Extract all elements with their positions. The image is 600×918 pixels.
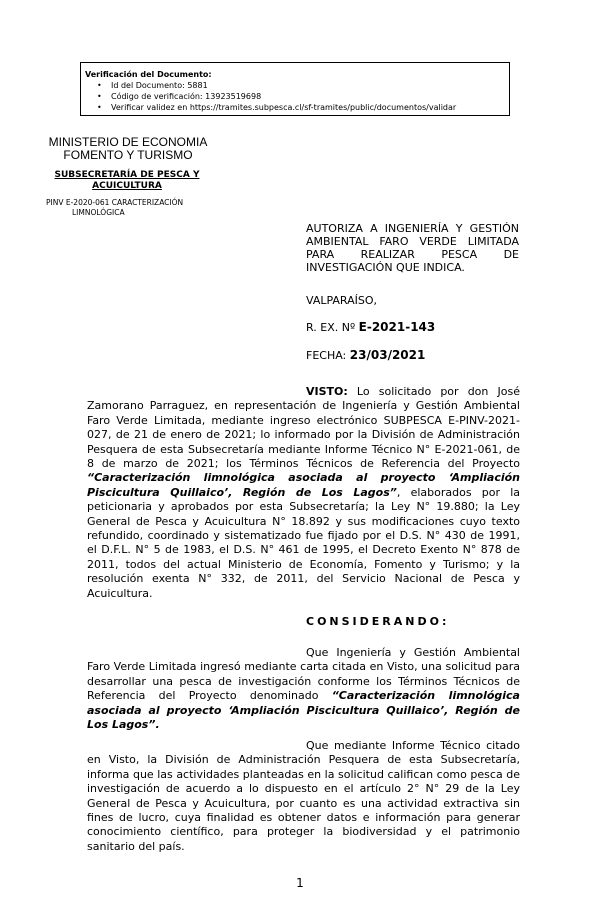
verification-list: [85, 80, 505, 113]
visto-text-b: , elaborados por la peticionaria y aprobados por esta Subsecretaría; la Ley N° 19.880; la Ley General de Pesca y Acuicultura N° 18.892 y sus modificaciones cuyo texto refundido, coordinado y sistematizado fue fijado por el D.S. N° 430 de 1991, el D.F.L. N° 5 de 1983, el D.S. N° 461 de 1995, el Decreto Exento N° 878 de 2011, todos del actual Ministerio de Economía, Fomento y Turismo; y la resolución exenta N° 332, de 2011, del Servicio Nacional de Pesca y Acuicultura.: [87, 485, 520, 600]
reference-line-2: LIMNOLÓGICA: [72, 208, 125, 217]
rex-value: E-2021-143: [358, 320, 436, 334]
rex-label: R. EX. Nº: [306, 321, 356, 334]
visto-paragraph: [87, 385, 520, 601]
reference-code: [46, 198, 216, 218]
subsecretaria-line-2: ACUICULTURA: [92, 181, 162, 191]
verification-item-code: • Código de verificación: 13923519698: [111, 91, 505, 102]
reference-line-1: PINV E-2020-061 CARACTERIZACIÓN: [46, 198, 184, 207]
ministry-line-2: FOMENTO Y TURISMO: [63, 148, 193, 162]
subsecretaria-heading: [43, 170, 211, 192]
visto-project: “Caracterización limnológica asociada al proyecto ‘Ampliación Piscicultura Quillaico’, Región de Los Lagos”: [87, 471, 520, 499]
resolution-subject: AUTORIZA A INGENIERÍA Y GESTIÓN AMBIENTAL FARO VERDE LIMITADA PARA REALIZAR PESCA DE INVESTIGACIÓN QUE INDICA.: [306, 222, 519, 274]
page-number: 1: [296, 876, 304, 890]
visto-text-a: Lo solicitado por don José Zamorano Parraguez, en representación de Ingeniería y Gestión Ambiental Faro Verde Limitada, mediante ingreso electrónico SUBPESCA E-PINV-2021-027, de 21 de enero de 2021; lo informado por la División de Administración Pesquera de esta Subsecretaría mediante Informe Técnico N° E-2021-061, de 8 de marzo de 2021; los Términos Técnicos de Referencia del Proyecto: [87, 385, 520, 471]
considerando-heading: CONSIDERANDO:: [306, 615, 450, 628]
verification-item-id: • Id del Documento: 5881: [111, 80, 505, 91]
verification-item-url[interactable]: • Verificar validez en https://tramites.subpesca.cl/sf-tramites/public/documentos/validar: [111, 102, 505, 113]
date-label: FECHA:: [306, 349, 347, 362]
considerando-p1-text: Que Ingeniería y Gestión Ambiental Faro Verde Limitada ingresó mediante carta citada en Visto, una solicitud para desarrollar una pesca de investigación conforme los Términos Técnicos de Referencia del Proyecto denominado: [87, 646, 520, 703]
considerando-paragraph-2: [87, 739, 520, 854]
ministry-heading: [40, 136, 216, 162]
considerando-p1-project: “Caracterización limnológica asociada al proyecto ‘Ampliación Piscicultura Quillaico’, Región de Los Lagos”.: [87, 689, 520, 732]
ministry-line-1: MINISTERIO DE ECONOMIA: [48, 135, 208, 149]
resolution-date: [306, 348, 425, 362]
considerando-paragraph-1: [87, 646, 520, 732]
considerando-p2-text: Que mediante Informe Técnico citado en Visto, la División de Administración Pesquera de esta Subsecretaría, informa que las actividades planteadas en la solicitud califican como pesca de investigación de acuerdo a lo dispuesto en el artículo 2° N° 29 de la Ley General de Pesca y Acuicultura, por cuanto es una actividad extractiva sin fines de lucro, cuya finalidad es obtener datos e información para generar conocimiento científico, para proteger la biodiversidad y el patrimonio sanitario del país.: [87, 739, 520, 853]
verification-box: [80, 62, 510, 116]
date-value: 23/03/2021: [349, 348, 426, 362]
verification-title: Verificación del Documento:: [85, 70, 212, 79]
subsecretaria-line-1: SUBSECRETARÍA DE PESCA Y: [54, 170, 200, 180]
visto-label: VISTO:: [306, 385, 348, 398]
resolution-place: VALPARAÍSO,: [306, 294, 378, 307]
resolution-number: [306, 320, 435, 334]
